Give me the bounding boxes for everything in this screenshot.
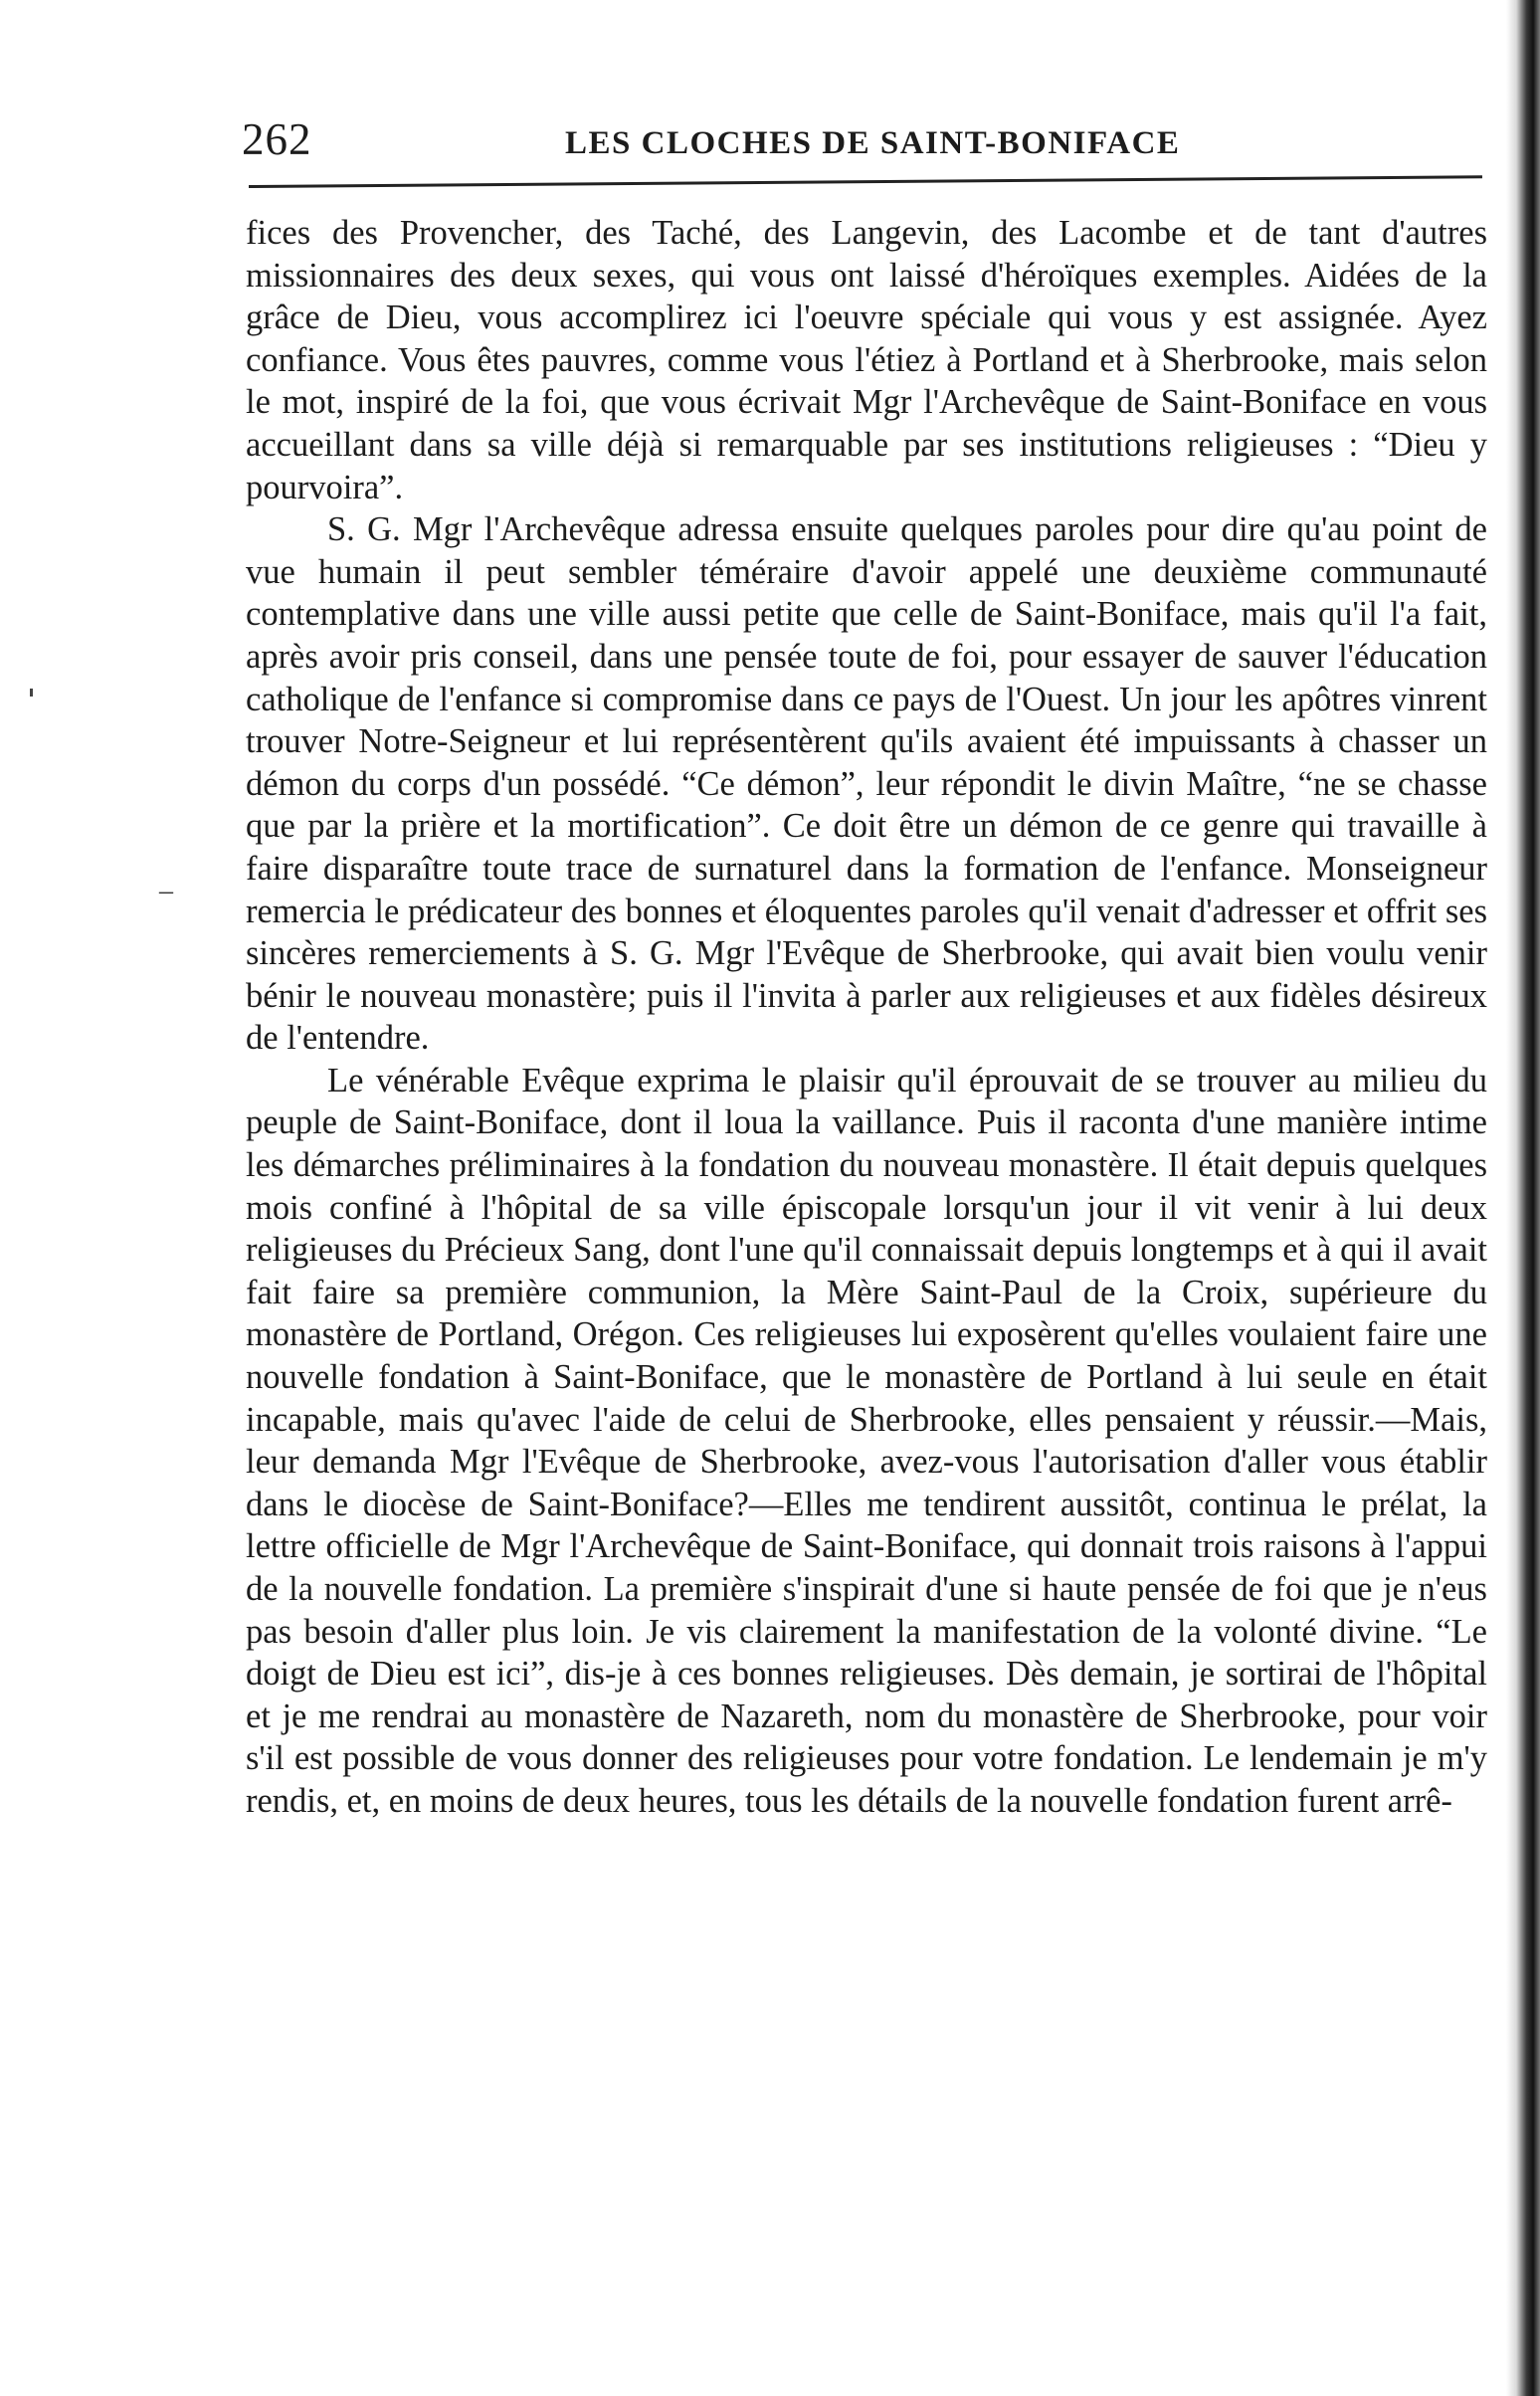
paragraph-3: Le vénérable Evêque exprima le plaisir qu'il éprouvait de se trouver au milieu du peuple de Saint-Boniface, dont il loua la vaillance. Puis il raconta d'une manière intime les démarches préliminaires à la fondation du nouveau monastère. Il était depuis quelques mois confiné à l'hôpital de sa ville épiscopale lorsqu'un jour il vit venir à lui deux religieuses du Précieux Sang, dont l'une qu'il connaissait depuis longtemps et à qui il avait fait faire sa première communion, la Mère Saint-Paul de la Croix, supérieure du monastère de Portland, Orégon. Ces religieuses lui exposèrent qu'elles voulaient faire une nouvelle fondation à Saint-Boniface, que le monastère de Portland à lui seule en était incapable, mais qu'avec l'aide de celui de Sherbrooke, elles pensaient y réussir.—Mais, leur demanda Mgr l'Evêque de Sherbrooke, avez-vous l'autorisation d'aller vous établir dans le diocèse de Saint-Boniface?—Elles me tendirent aussitôt, continua le prélat, la lettre officielle de Mgr l'Archevêque de Saint-Boniface, qui donnait trois raisons à l'appui de la nouvelle fondation. La première s'inspirait d'une si haute pensée de foi que je n'eus pas besoin d'aller plus loin. Je vis clairement la manifestation de la volonté divine. “Le doigt de Dieu est ici”, dis-je à ces bonnes religieuses. Dès demain, je sortirai de l'hôpital et je me rendrai au monastère de Nazareth, nom du monastère de Sherbrooke, pour voir s'il est possible de vous donner des religieuses pour votre fondation. Le lendemain je m'y rendis, et, en moins de deux heures, tous les détails de la nouvelle fondation furent arrê-: [246, 1061, 1487, 1820]
body-text: [246, 212, 1487, 1823]
page-header: [242, 109, 1487, 179]
margin-tick-mark: [30, 689, 33, 697]
page-number: 262: [242, 114, 312, 164]
margin-dash-mark: –: [159, 876, 173, 906]
running-title: LES CLOCHES DE SAINT-BONIFACE: [565, 125, 1181, 161]
paragraph-1: fices des Provencher, des Taché, des Langevin, des Lacombe et de tant d'autres missionnaires des deux sexes, qui vous ont laissé d'héroïques exemples. Aidées de la grâce de Dieu, vous accomplirez ici l'oeuvre spéciale qui vous y est assignée. Ayez confiance. Vous êtes pauvres, comme vous l'étiez à Portland et à Sherbrooke, mais selon le mot, inspiré de la foi, que vous écrivait Mgr l'Archevêque de Saint-Boniface en vous accueillant dans sa ville déjà si remarquable par ses institutions religieuses : “Dieu y pourvoira”.: [246, 214, 1487, 506]
paragraph-2: S. G. Mgr l'Archevêque adressa ensuite quelques paroles pour dire qu'au point de vue humain il peut sembler téméraire d'avoir appelé une deuxième communauté contemplative dans une ville aussi petite que celle de Saint-Boniface, mais qu'il l'a fait, après avoir pris conseil, dans une pensée toute de foi, pour essayer de sauver l'éducation catholique de l'enfance si compromise dans ce pays de l'Ouest. Un jour les apôtres vinrent trouver Notre-Seigneur et lui représentèrent qu'ils avaient été impuissants à chasser un démon du corps d'un possédé. “Ce démon”, leur répondit le divin Maître, “ne se chasse que par la prière et la mortification”. Ce doit être un démon de ce genre qui travaille à faire disparaître toute trace de surnaturel dans la formation de l'enfance. Monseigneur remercia le prédicateur des bonnes et éloquentes paroles qu'il venait d'adresser et offrit ses sincères remerciements à S. G. Mgr l'Evêque de Sherbrooke, qui avait bien voulu venir bénir le nouveau monastère; puis il l'invita à parler aux religieuses et aux fidèles désireux de l'entendre.: [246, 510, 1487, 1058]
page-edge-shadow: [1506, 0, 1540, 2396]
